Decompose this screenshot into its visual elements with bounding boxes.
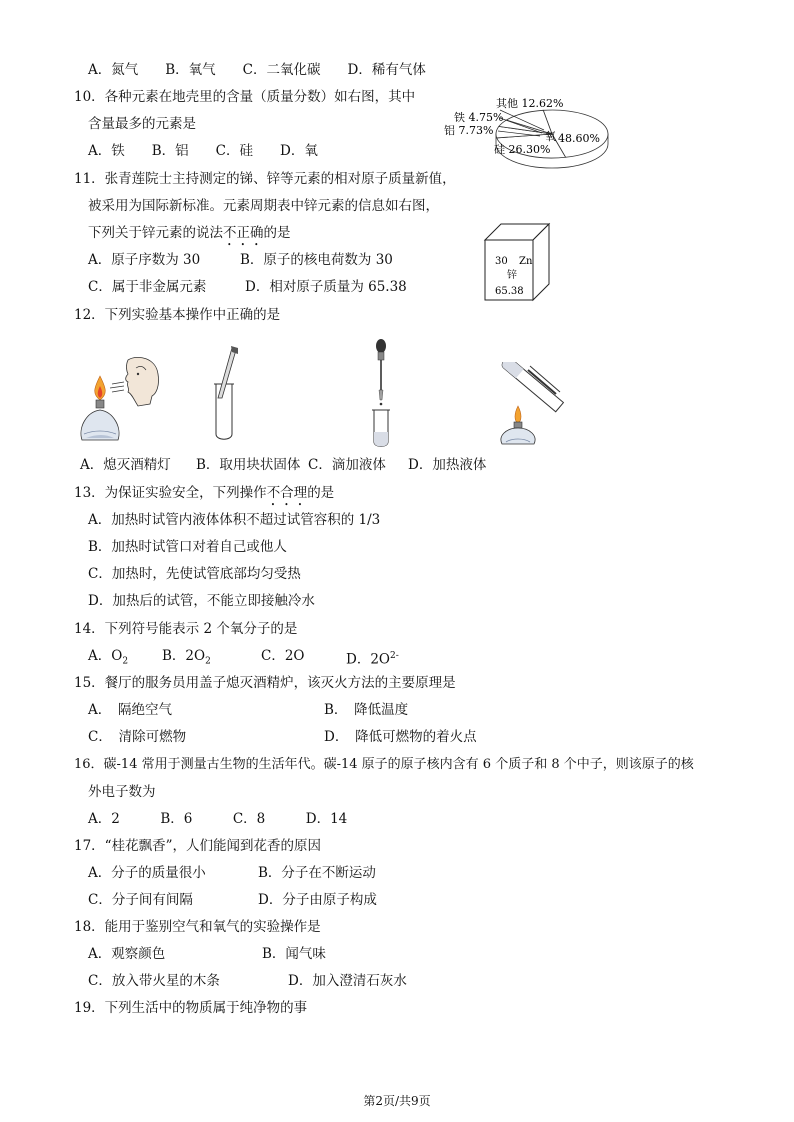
zinc-name: 锌 bbox=[507, 270, 517, 281]
q15-option-d: D． 降低可燃物的着火点 bbox=[324, 729, 477, 745]
q10-stem-line1: 10．各种元素在地壳里的含量（质量分数）如右图，其中 bbox=[74, 89, 416, 105]
q11-stem-line2: 被采用为国际新标准。元素周期表中锌元素的信息如右图， bbox=[88, 198, 439, 214]
q12-caption-d: D．加热液体 bbox=[408, 457, 487, 473]
q11-emphasis-not-correct: 不正确 bbox=[223, 225, 264, 241]
q19-stem: 19．下列生活中的物质属于纯净物的事 bbox=[74, 1000, 308, 1016]
q13-option-b: B．加热时试管口对着自己或他人 bbox=[88, 539, 287, 555]
q13-stem-part1: 13．为保证实验安全，下列操作 bbox=[74, 485, 267, 501]
zinc-element-card bbox=[483, 222, 551, 304]
q16-options: A．2 B．6 C．8 D．14 bbox=[88, 811, 348, 827]
q18-option-d: D．加入澄清石灰水 bbox=[288, 973, 407, 989]
q11-option-d: D．相对原子质量为 65.38 bbox=[245, 279, 407, 295]
illustration-heating-liquid bbox=[490, 362, 586, 446]
q13-option-c: C．加热时，先使试管底部均匀受热 bbox=[88, 566, 301, 582]
illustration-adding-solid bbox=[208, 344, 248, 444]
q14-option-d bbox=[346, 647, 399, 669]
q17-option-c: C．分子间有间隔 bbox=[88, 892, 193, 908]
q14-b-text: B．2O bbox=[162, 648, 206, 664]
q14-a-text: A．O bbox=[88, 648, 123, 664]
q15-option-a: A． 隔绝空气 bbox=[88, 702, 172, 718]
q11-stem-line1: 11．张青莲院士主持测定的锑、锌等元素的相对原子质量新值， bbox=[74, 171, 456, 187]
q15-option-c: C． 清除可燃物 bbox=[88, 729, 187, 745]
q17-option-b: B．分子在不断运动 bbox=[258, 865, 376, 881]
q11-stem-part3: 的是 bbox=[263, 225, 291, 241]
zinc-symbol: Zn bbox=[519, 256, 533, 267]
pie-label-oxygen-name: 氧 bbox=[545, 130, 556, 143]
q15-option-b: B． 降低温度 bbox=[324, 702, 409, 718]
q13-option-d: D．加热后的试管，不能立即接触冷水 bbox=[88, 593, 315, 609]
pie-label-silicon: 硅 26.30% bbox=[494, 143, 551, 156]
q11-stem-line3 bbox=[88, 224, 291, 249]
q11-stem-part1: 下列关于锌元素的说法 bbox=[88, 225, 223, 241]
q16-stem-line1: 16．碳-14 常用于测量古生物的生活年代。碳-14 原子的原子核内含有 6 个质子和 8 个中子，则该原子的核 bbox=[74, 757, 694, 772]
q12-stem: 12．下列实验基本操作中正确的是 bbox=[74, 307, 281, 323]
q17-stem: 17．“桂花飘香”，人们能闻到花香的原因 bbox=[74, 838, 321, 854]
page-number-footer: 第2页/共9页 bbox=[363, 1094, 431, 1108]
q13-option-a: A．加热时试管内液体体积不超过试管容积的 1/3 bbox=[88, 512, 381, 528]
q14-stem: 14．下列符号能表示 2 个氧分子的是 bbox=[74, 621, 298, 637]
q12-caption-b: B．取用块状固体 bbox=[196, 457, 301, 473]
pie-label-other: 其他 12.62% bbox=[496, 97, 564, 110]
q13-emphasis-unreasonable: 不合理 bbox=[266, 485, 308, 501]
pie-label-oxygen-value: 48.60% bbox=[558, 132, 600, 145]
q14-option-b bbox=[162, 647, 211, 671]
q9-options: A．氮气 B．氧气 C．二氧化碳 D．稀有气体 bbox=[88, 62, 426, 78]
pie-label-aluminium: 铝 7.73% bbox=[444, 124, 494, 137]
q14-a-subscript: 2 bbox=[122, 656, 129, 667]
q14-b-subscript: 2 bbox=[205, 656, 211, 667]
q18-option-b: B．闻气味 bbox=[262, 946, 326, 962]
zinc-atomic-number: 30 bbox=[495, 256, 508, 267]
q16-stem-line2: 外电子数为 bbox=[88, 784, 156, 800]
q11-option-a: A．原子序数为 30 bbox=[88, 252, 201, 268]
q14-option-a bbox=[88, 647, 128, 671]
pie-label-iron: 铁 4.75% bbox=[454, 111, 504, 124]
zinc-atomic-mass: 65.38 bbox=[495, 286, 524, 297]
q11-option-c: C．属于非金属元素 bbox=[88, 279, 207, 295]
crust-element-pie-chart bbox=[440, 92, 610, 182]
q11-option-b: B．原子的核电荷数为 30 bbox=[240, 252, 393, 268]
illustration-blowing-out-lamp bbox=[76, 354, 164, 446]
q12-caption-a: A．熄灭酒精灯 bbox=[80, 457, 171, 473]
q10-options: A．铁 B．铝 C．硅 D．氧 bbox=[88, 143, 318, 159]
q15-stem: 15．餐厅的服务员用盖子熄灭酒精炉，该灭火方法的主要原理是 bbox=[74, 675, 456, 691]
q18-stem: 18．能用于鉴别空气和氧气的实验操作是 bbox=[74, 919, 321, 935]
q12-caption-c: C．滴加液体 bbox=[308, 457, 386, 473]
q13-stem bbox=[74, 484, 334, 509]
q18-option-c: C．放入带火星的木条 bbox=[88, 973, 220, 989]
q14-d-superscript: 2- bbox=[389, 651, 399, 661]
q18-option-a: A．观察颜色 bbox=[88, 946, 166, 962]
q13-stem-part3: 的是 bbox=[307, 485, 335, 501]
q17-option-a: A．分子的质量很小 bbox=[88, 865, 206, 881]
q14-option-c: C．2O bbox=[261, 648, 305, 664]
illustration-dropping-liquid bbox=[368, 338, 398, 448]
q14-d-text: D．2O bbox=[346, 651, 390, 668]
q10-stem-line2: 含量最多的元素是 bbox=[88, 116, 196, 132]
q17-option-d: D．分子由原子构成 bbox=[258, 892, 377, 908]
